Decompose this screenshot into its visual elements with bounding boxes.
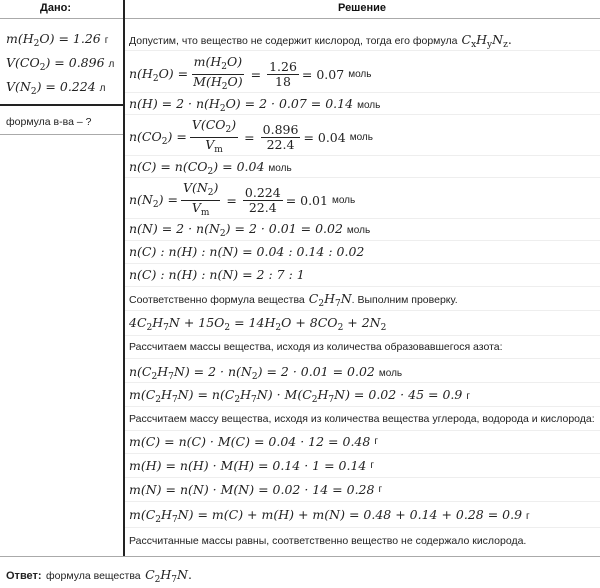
given-divider <box>0 104 123 106</box>
given-title: Дано: <box>40 2 71 14</box>
answer-label: Ответ: <box>6 570 42 582</box>
step-ratio: n(C) : n(H) : n(N) = 0.04 : 0.14 : 0.02 <box>129 244 365 259</box>
row-separator <box>125 92 600 93</box>
find-label: формула в-ва – ? <box>6 116 92 128</box>
answer-text: формула вещества <box>46 570 141 582</box>
find-divider <box>0 134 123 135</box>
reaction-equation: $4C_2H_7N + 15O_2 = 14H_2O + 8CO_2 + 2N_2$ <box>129 315 387 334</box>
row-separator <box>125 50 600 51</box>
answer-formula: $C_2H_7N$. <box>145 567 192 586</box>
row-separator <box>125 240 600 241</box>
row-separator <box>125 114 600 115</box>
header-divider <box>0 18 600 19</box>
row-separator <box>125 453 600 454</box>
fraction: $\frac{0.896}{22.4}$ <box>262 122 299 153</box>
step-m-total: $m(C_2H_7N) = m(C) + m(H) + m(N) = 0.48 + 0.14 + 0.28 = 0.9$ г <box>129 507 530 526</box>
given-mass-water: $m(H_2O) = 1.26$ г <box>6 31 109 50</box>
step-ratio-simplified: n(C) : n(H) : n(N) = 2 : 7 : 1 <box>129 267 305 282</box>
row-separator <box>125 263 600 264</box>
row-separator <box>125 527 600 528</box>
intro-formula: $C_xH_yN_z$. <box>461 32 512 51</box>
bottom-divider <box>0 556 600 557</box>
step-m-nitrogen: m(N) = n(N) · M(N) = 0.02 · 14 = 0.28 г <box>129 482 383 497</box>
text-mass-by-nitrogen: Рассчитаем массы вещества, исходя из количества образовавшегося азота: <box>129 341 503 353</box>
row-separator <box>125 177 600 178</box>
step-n-substance: $n(C_2H_7N) = 2 \cdot n(N_2) = 2 \cdot 0.01 = 0.02$ моль <box>129 364 403 383</box>
answer-line <box>6 566 192 585</box>
row-separator <box>125 155 600 156</box>
text-mass-by-elements: Рассчитаем массу вещества, исходя из количества вещества углерода, водорода и кислорода: <box>129 413 595 425</box>
step-n-co2: $n(CO_2)$ = $\frac{V(CO_2)}{V_m}$ = $\frac{0.896}{22.4}$ = 0.04 моль <box>129 117 373 156</box>
row-separator <box>125 406 600 407</box>
step-m-substance: $m(C_2H_7N) = n(C_2H_7N) \cdot M(C_2H_7N) = 0.02 \cdot 45 = 0.9$ г <box>129 387 470 406</box>
row-separator <box>125 382 600 383</box>
step-m-carbon: m(C) = n(C) · M(C) = 0.04 · 12 = 0.48 г <box>129 434 378 449</box>
step-n-nitrogen: $n(N) = 2 \cdot n(N_2) = 2 \cdot 0.01 = 0.02$ моль <box>129 221 371 240</box>
given-volume-co2: $V(CO_2) = 0.896$ л <box>6 55 115 74</box>
fraction: $\frac{V(N_2)}{V_m}$ <box>182 180 219 219</box>
step-n-n2: $n(N_2)$ = $\frac{V(N_2)}{V_m}$ = $\frac{0.224}{22.4}$ = 0.01 моль <box>129 180 356 219</box>
fraction: $\frac{0.224}{22.4}$ <box>244 185 281 216</box>
row-separator <box>125 358 600 359</box>
row-separator <box>125 430 600 431</box>
row-separator <box>125 218 600 219</box>
fraction: $\frac{m(H_2O)}{M(H_2O)}$ <box>193 54 243 93</box>
row-separator <box>125 501 600 502</box>
step-n-carbon: $n(C) = n(CO_2) = 0.04$ моль <box>129 159 292 178</box>
intro-line: Допустим, что вещество не содержит кислород, тогда его формула $C_xH_yN_z$. <box>129 32 512 51</box>
step-m-hydrogen: m(H) = n(H) · M(H) = 0.14 · 1 = 0.14 г <box>129 458 375 473</box>
solution-title: Решение <box>338 2 386 14</box>
fraction: $\frac{V(CO_2)}{V_m}$ <box>191 117 237 156</box>
conclusion-text: Рассчитанные массы равны, соответственно вещество не содержало кислорода. <box>129 535 527 547</box>
row-separator <box>125 286 600 287</box>
formula-statement: Соответственно формула вещества $C_2H_7N$ . Выполним проверку. <box>129 291 458 310</box>
fraction: $\frac{1.26}{18}$ <box>269 59 297 90</box>
row-separator <box>125 310 600 311</box>
row-separator <box>125 335 600 336</box>
given-volume-n2: $V(N_2) = 0.224$ л <box>6 79 106 98</box>
column-divider <box>123 0 125 556</box>
step-n-hydrogen: $n(H) = 2 \cdot n(H_2O) = 2 \cdot 0.07 = 0.14$ моль <box>129 96 381 115</box>
row-separator <box>125 477 600 478</box>
step-n-water: $n(H_2O)$ = $\frac{m(H_2O)}{M(H_2O)}$ = $\frac{1.26}{18}$ = 0.07 моль <box>129 54 372 93</box>
